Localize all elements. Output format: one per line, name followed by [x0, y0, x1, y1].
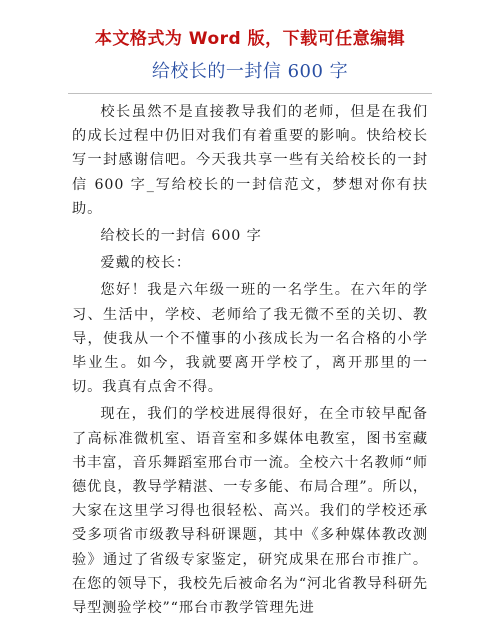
- word-format-banner: 本文格式为 Word 版，下载可任意编辑: [94, 29, 406, 49]
- document-body: [72, 100, 428, 620]
- intro-paragraph: 校长虽然不是直接教导我们的老师，但是在我们的成长过程中仍旧对我们有着重要的影响。快给校长写一封感谢信吧。今天我共享一些有关给校长的一封信 600 字_写给校长的一封信范文，梦想对你有扶助。: [72, 104, 428, 217]
- letter-heading: 给校长的一封信 600 字: [100, 228, 262, 245]
- document-title: 给校长的一封信 600 字: [151, 61, 349, 82]
- letter-paragraph-1: 您好！我是六年级一班的一名学生。在六年的学习、生活中，学校、老师给了我无微不至的关切、教导，使我从一个不懂事的小孩成长为一名合格的小学毕业生。如今，我就要离开学校了，离开那里的一切。我真有点舍不得。: [72, 282, 428, 396]
- letter-paragraph-2: 现在，我们的学校进展得很好，在全市较早配备了高标准微机室、语音室和多媒体电教室，图书室藏书丰富，音乐舞蹈室邢台市一流。全校六十名教师“师德优良，教导学精湛、一专多能、布局合理”。所以，大家在这里学习得也很轻松、高兴。我们的学校还承受多项省市级教导科研课题，其中《多种媒体教改测验》通过了省级专家鉴定，研究成果在邢台市推广。在您的领导下，我校先后被命名为“河北省教导科研先导型测验学校”“邢台市教学管理先进: [72, 406, 428, 617]
- title-divider: [68, 93, 432, 94]
- salutation: 爱戴的校长：: [100, 255, 191, 272]
